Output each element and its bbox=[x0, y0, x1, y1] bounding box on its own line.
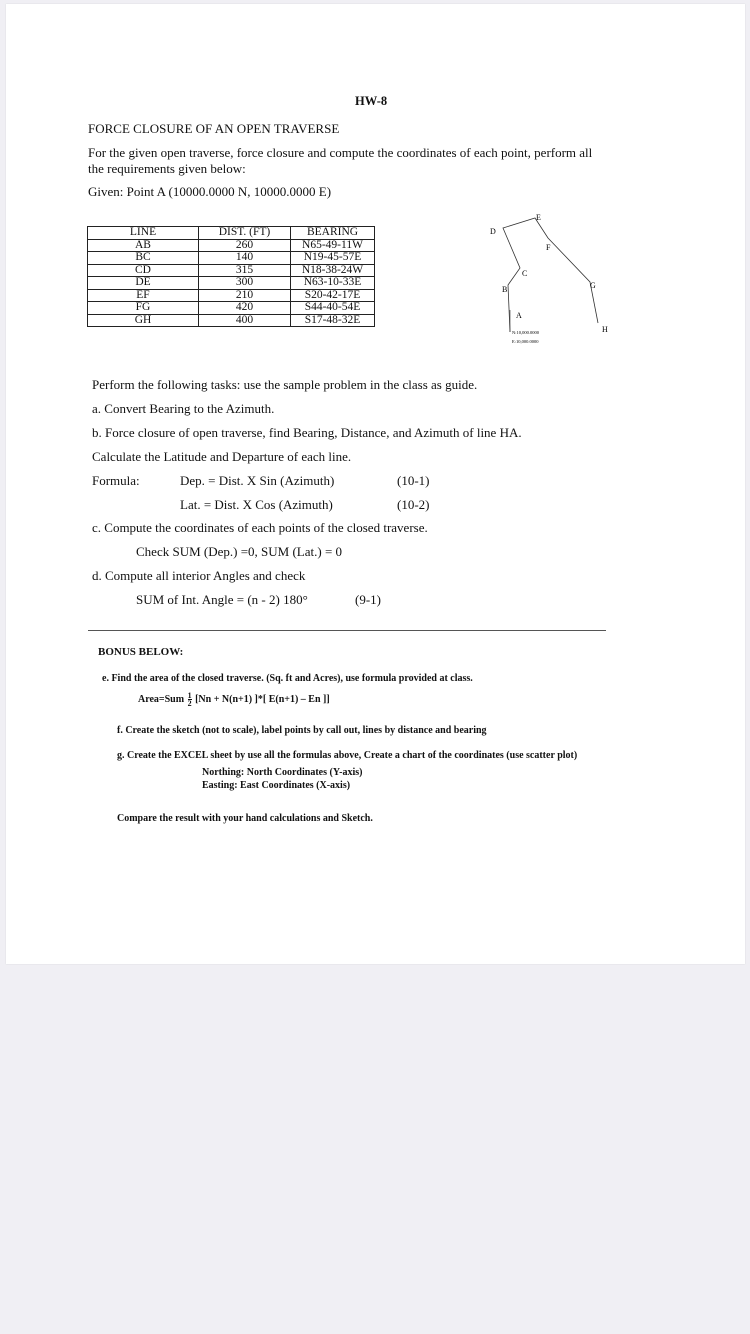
line-cell: EF bbox=[88, 289, 199, 302]
point-label-f: F bbox=[546, 243, 551, 252]
given-point: Given: Point A (10000.0000 N, 10000.0000 E) bbox=[88, 184, 332, 199]
distance-cell: 420 bbox=[199, 302, 291, 315]
bearing-cell: S17-48-32E bbox=[291, 314, 375, 327]
point-label-a: A bbox=[516, 311, 522, 320]
column-header: LINE bbox=[88, 227, 199, 240]
line-cell: CD bbox=[88, 264, 199, 277]
point-label-e: E bbox=[536, 213, 541, 222]
distance-cell: 400 bbox=[199, 314, 291, 327]
task-d: d. Compute all interior Angles and check bbox=[92, 568, 306, 583]
start-easting: E:10,000.0000 bbox=[512, 339, 539, 344]
intro-line-2: the requirements given below: bbox=[88, 161, 246, 176]
easting-note: Easting: East Coordinates (X-axis) bbox=[202, 780, 351, 791]
bonus-g: g. Create the EXCEL sheet by use all the formulas above, Create a chart of the coordinates (use scatter plot) bbox=[117, 750, 578, 761]
point-label-g: G bbox=[590, 281, 596, 290]
task-calc: Calculate the Latitude and Departure of each line. bbox=[92, 449, 352, 464]
bearing-cell: S20-42-17E bbox=[291, 289, 375, 302]
table-row bbox=[88, 277, 375, 290]
tasks-intro: Perform the following tasks: use the sample problem in the class as guide. bbox=[92, 377, 478, 392]
task-a: a. Convert Bearing to the Azimuth. bbox=[92, 401, 275, 416]
bearing-cell: S44-40-54E bbox=[291, 302, 375, 315]
task-b: b. Force closure of open traverse, find Bearing, Distance, and Azimuth of line HA. bbox=[92, 425, 522, 440]
line-cell: AB bbox=[88, 239, 199, 252]
table-row bbox=[88, 289, 375, 302]
point-label-d: D bbox=[490, 227, 496, 236]
table-row bbox=[88, 314, 375, 327]
line-cell: DE bbox=[88, 277, 199, 290]
distance-cell: 315 bbox=[199, 264, 291, 277]
start-northing: N:10,000.0000 bbox=[512, 330, 539, 335]
bonus-e: e. Find the area of the closed traverse. (Sq. ft and Acres), use formula provided at class. bbox=[102, 673, 473, 684]
half-fraction bbox=[188, 692, 192, 707]
task-d-number: (9-1) bbox=[355, 592, 381, 607]
area-prefix: Area=Sum bbox=[138, 693, 185, 705]
area-suffix: [Nn + N(n+1) ]*[ E(n+1) – En ]] bbox=[195, 693, 330, 705]
point-label-h: H bbox=[602, 325, 608, 334]
column-header: DIST. (FT) bbox=[199, 227, 291, 240]
traverse-table bbox=[87, 226, 375, 327]
fraction-numerator: 1 bbox=[187, 691, 192, 700]
intro-line-1: For the given open traverse, force closure and compute the coordinates of each point, perform all bbox=[88, 145, 593, 160]
formula-dep: Dep. = Dist. X Sin (Azimuth) bbox=[180, 473, 335, 488]
bonus-f: f. Create the sketch (not to scale), label points by call out, lines by distance and bearing bbox=[117, 725, 487, 736]
table-row bbox=[88, 239, 375, 252]
line-cell: FG bbox=[88, 302, 199, 315]
column-header: BEARING bbox=[291, 227, 375, 240]
bonus-heading: BONUS BELOW: bbox=[98, 646, 184, 658]
bearing-cell: N18-38-24W bbox=[291, 264, 375, 277]
formula-lat: Lat. = Dist. X Cos (Azimuth) bbox=[180, 497, 333, 512]
northing-note: Northing: North Coordinates (Y-axis) bbox=[202, 767, 363, 778]
task-c: c. Compute the coordinates of each points of the closed traverse. bbox=[92, 520, 428, 535]
distance-cell: 140 bbox=[199, 252, 291, 265]
bearing-cell: N19-45-57E bbox=[291, 252, 375, 265]
line-cell: BC bbox=[88, 252, 199, 265]
distance-cell: 300 bbox=[199, 277, 291, 290]
distance-cell: 260 bbox=[199, 239, 291, 252]
point-label-b: B bbox=[502, 285, 508, 294]
table-row bbox=[88, 302, 375, 315]
distance-cell: 210 bbox=[199, 289, 291, 302]
area-formula bbox=[138, 692, 330, 707]
traverse-sketch bbox=[480, 210, 620, 350]
fraction-denominator: 2 bbox=[187, 699, 192, 708]
table-header-row bbox=[88, 227, 375, 240]
bearing-cell: N65-49-11W bbox=[291, 239, 375, 252]
bearing-cell: N63-10-33E bbox=[291, 277, 375, 290]
formula-dep-number: (10-1) bbox=[397, 473, 430, 488]
compare-note: Compare the result with your hand calculations and Sketch. bbox=[117, 813, 373, 824]
section-divider bbox=[88, 630, 606, 631]
task-c-check: Check SUM (Dep.) =0, SUM (Lat.) = 0 bbox=[136, 544, 343, 559]
table-row bbox=[88, 252, 375, 265]
table-row bbox=[88, 264, 375, 277]
point-label-c: C bbox=[522, 269, 528, 278]
formula-lat-number: (10-2) bbox=[397, 497, 430, 512]
page-title: HW-8 bbox=[355, 94, 388, 108]
task-d-check: SUM of Int. Angle = (n - 2) 180° bbox=[136, 592, 308, 607]
line-cell: GH bbox=[88, 314, 199, 327]
assignment-heading: FORCE CLOSURE OF AN OPEN TRAVERSE bbox=[88, 121, 340, 136]
formula-label: Formula: bbox=[92, 473, 140, 488]
